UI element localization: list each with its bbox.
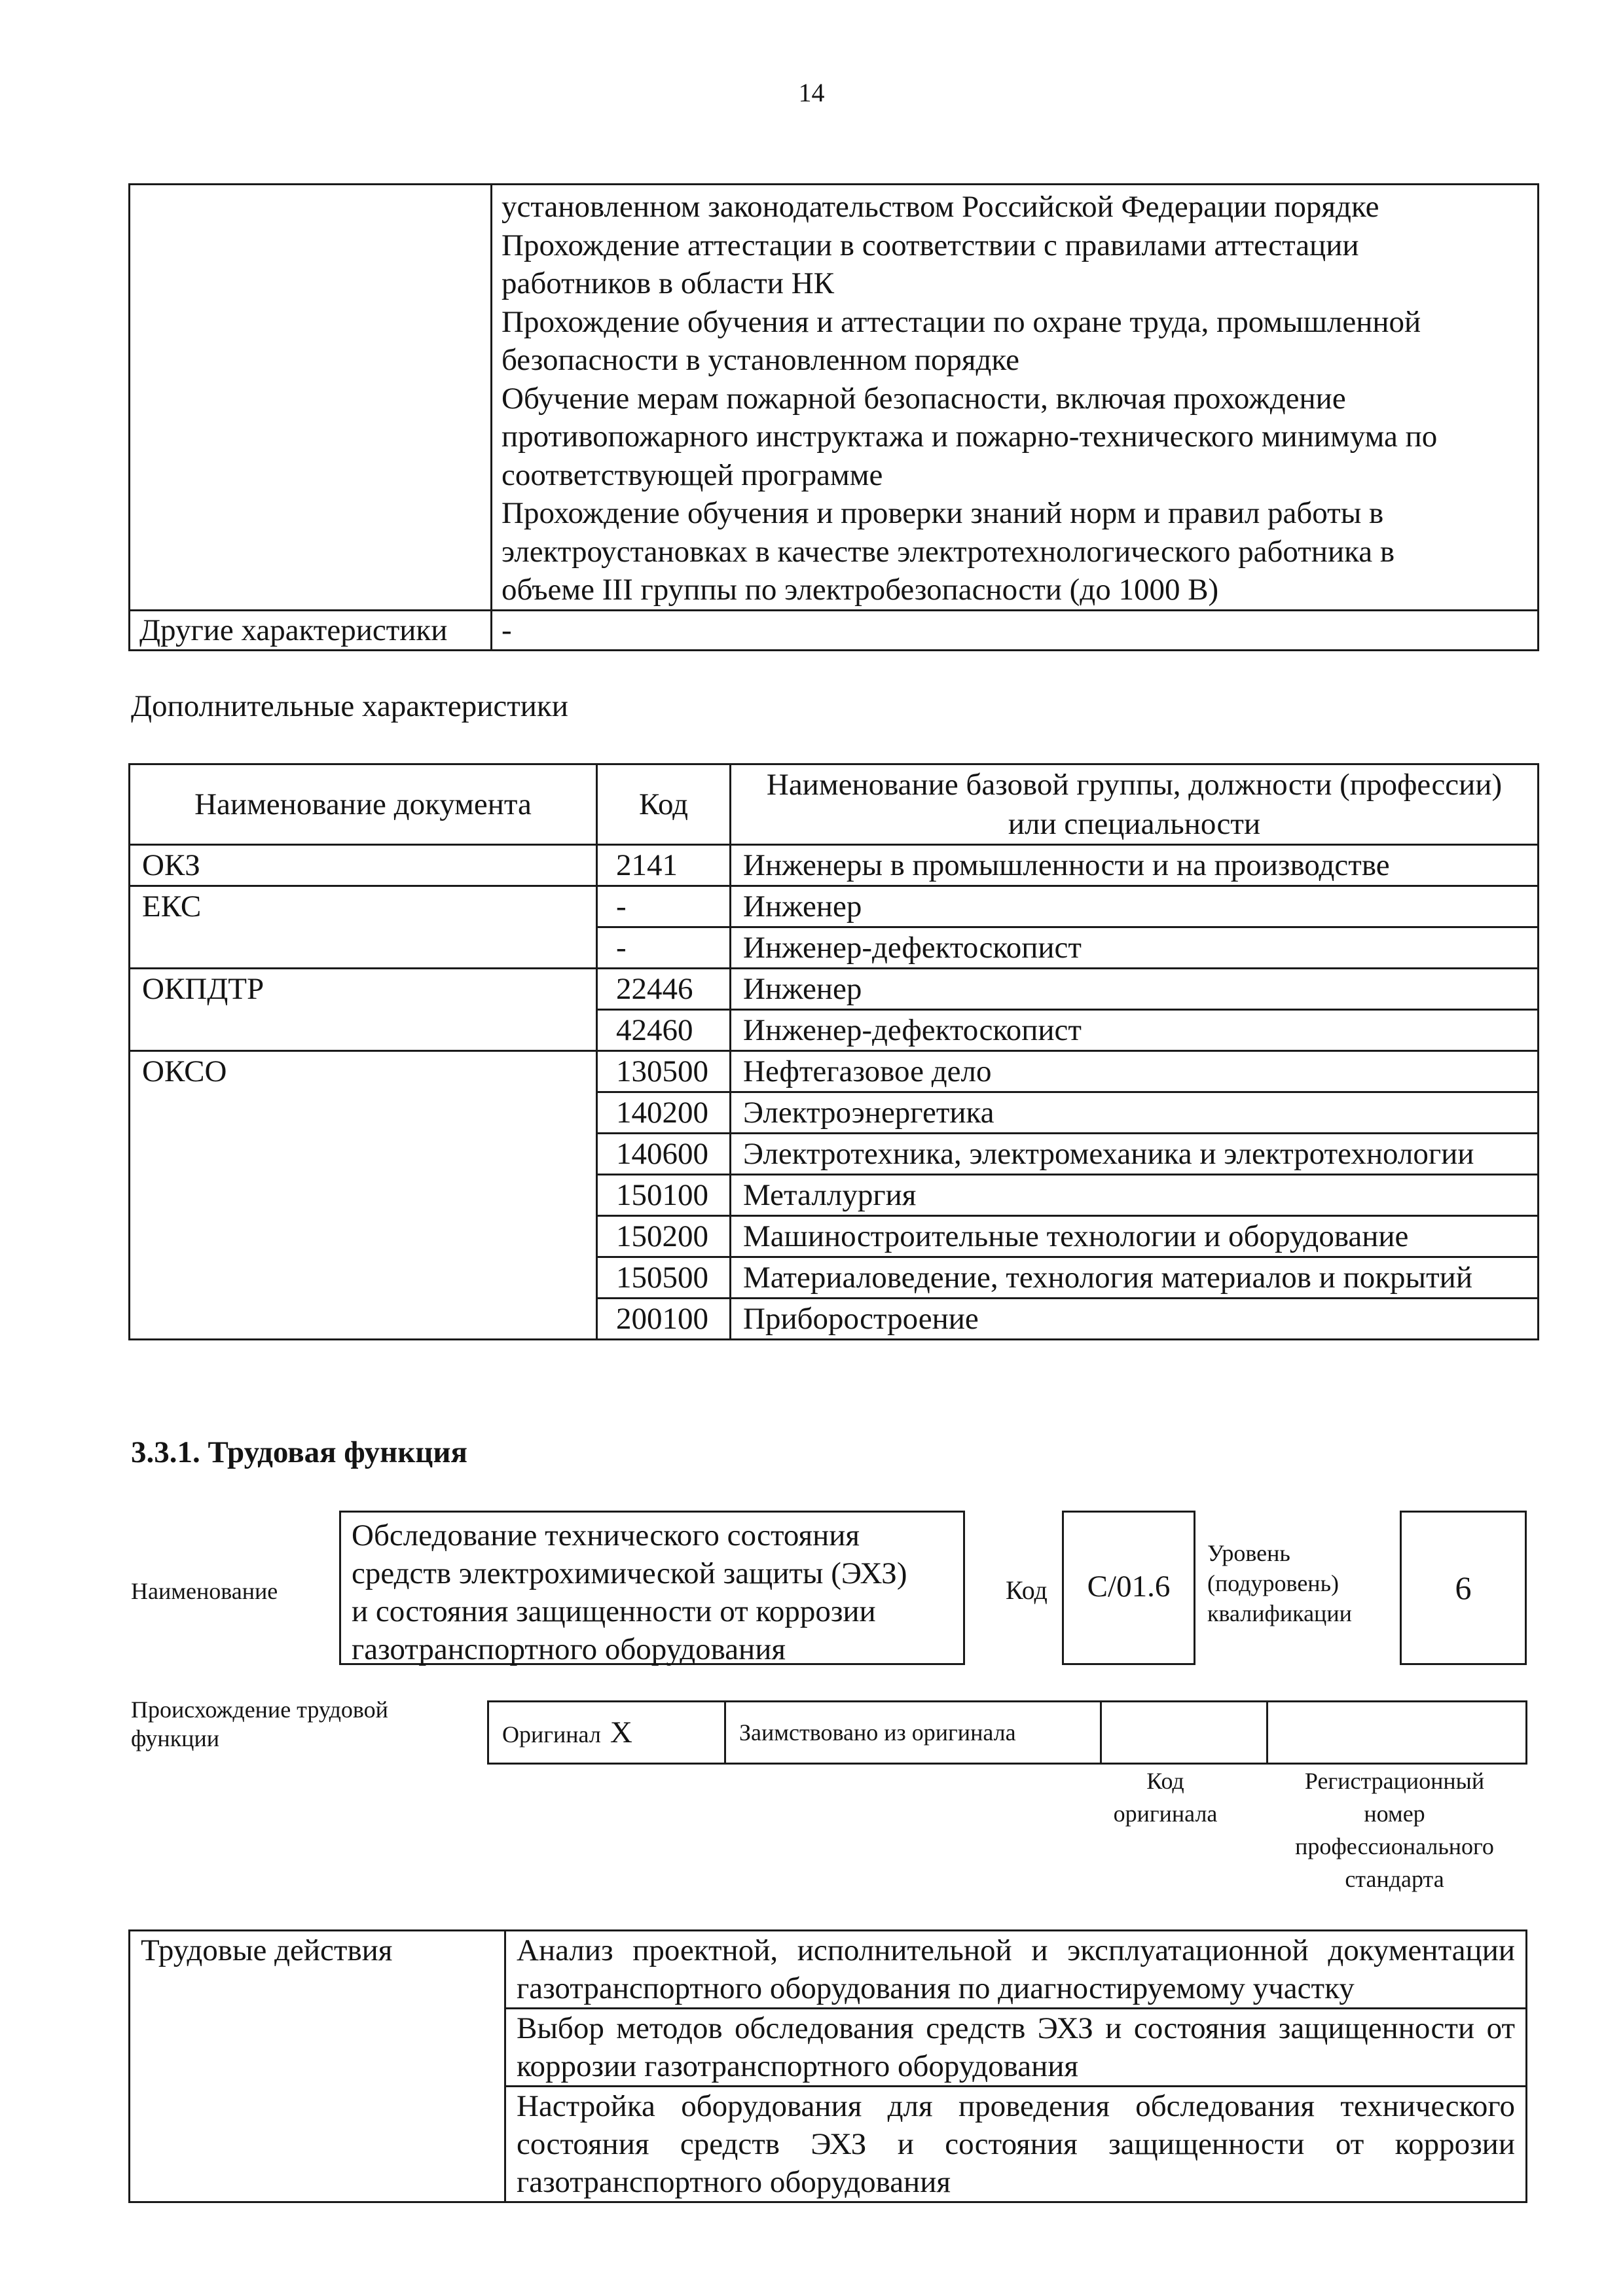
labor-actions-label: Трудовые действия <box>130 1931 505 2202</box>
origin-borrowed-cell: Заимствовано из оригинала <box>725 1702 1101 1764</box>
other-characteristics-label: Другие характеристики <box>130 610 492 651</box>
document-name: ОКПДТР <box>130 969 597 1051</box>
text-line: соответствующей программе <box>501 457 883 492</box>
labor-action-item: Выбор методов обследования средств ЭХЗ и состояния защищенности от коррозии газотранспортного оборудования <box>505 2009 1527 2087</box>
additional-characteristics-table <box>128 763 1539 1340</box>
column-header-document: Наименование документа <box>130 764 597 845</box>
column-header-name: Наименование базовой группы, должности (профессии) или специальности <box>731 764 1539 845</box>
origin-original-mark: X <box>610 1715 632 1749</box>
original-code-cell <box>1101 1702 1267 1764</box>
name-cell: Электроэнергетика <box>731 1092 1539 1134</box>
text-line: Прохождение обучения и аттестации по охране труда, промышленной <box>501 304 1421 339</box>
origin-table <box>487 1700 1527 1765</box>
function-code-box: С/01.6 <box>1062 1511 1195 1665</box>
name-cell: Машиностроительные технологии и оборудование <box>731 1216 1539 1257</box>
page-number: 14 <box>798 78 825 107</box>
text-line: безопасности в установленном порядке <box>501 343 1019 377</box>
text-line: средств электрохимической защиты (ЭХЗ) <box>352 1556 907 1590</box>
origin-original-label: Оригинал <box>502 1721 601 1748</box>
text-line: Обучение мерам пожарной безопасности, включая прохождение <box>501 381 1346 416</box>
labor-function-heading: 3.3.1. Трудовая функция <box>131 1435 467 1469</box>
labor-action-item: Анализ проектной, исполнительной и эксплуатационной документации газотранспортного оборудования по диагностируемому участку <box>505 1931 1527 2009</box>
name-cell: Инженер <box>731 886 1539 927</box>
qualification-level-box: 6 <box>1400 1511 1527 1665</box>
text-line: Код <box>1146 1768 1184 1794</box>
name-cell: Инженер-дефектоскопист <box>731 927 1539 969</box>
qualification-continuation-table <box>128 183 1539 651</box>
table-row <box>488 1702 1527 1764</box>
text-line: функции <box>131 1725 219 1751</box>
text-line: объеме III группы по электробезопасности (до 1000 В) <box>501 573 1219 607</box>
original-code-caption <box>1080 1765 1250 1830</box>
registration-number-cell <box>1267 1702 1527 1764</box>
name-cell: Нефтегазовое дело <box>731 1051 1539 1092</box>
text-line: противопожарного инструктажа и пожарно-технического минимума по <box>501 420 1438 454</box>
qualification-level-label <box>1207 1538 1352 1628</box>
requirements-cell <box>492 185 1539 611</box>
text-line: квалификации <box>1207 1600 1352 1626</box>
name-cell: Электротехника, электромеханика и электротехнологии <box>731 1134 1539 1175</box>
name-cell: Материаловедение, технология материалов и покрытий <box>731 1257 1539 1299</box>
text-line: установленном законодательством Российской Федерации порядке <box>501 190 1379 224</box>
text-line: газотранспортного оборудования <box>352 1632 786 1666</box>
code-cell: 130500 <box>597 1051 731 1092</box>
code-cell: - <box>597 927 731 969</box>
function-code-label: Код <box>1006 1575 1048 1605</box>
text-line: стандарта <box>1345 1866 1444 1892</box>
document-name: ОКЗ <box>130 845 597 886</box>
text-line: профессионального <box>1295 1833 1494 1859</box>
table-header-row <box>130 764 1539 845</box>
labor-action-item: Настройка оборудования для проведения обследования технического состояния средств ЭХЗ и состояния защищенности от коррозии газотранспортного оборудования <box>505 2087 1527 2202</box>
text-line: Прохождение аттестации в соответствии с правилами аттестации <box>501 228 1359 262</box>
name-cell: Инженеры в промышленности и на производстве <box>731 845 1539 886</box>
text-line: Прохождение обучения и проверки знаний норм и правил работы в <box>501 496 1384 530</box>
code-cell: 150200 <box>597 1216 731 1257</box>
code-cell: 200100 <box>597 1299 731 1340</box>
text-line: (подуровень) <box>1207 1570 1339 1596</box>
code-cell: - <box>597 886 731 927</box>
name-cell: Приборостроение <box>731 1299 1539 1340</box>
table-row <box>130 969 1539 1010</box>
code-cell: 150500 <box>597 1257 731 1299</box>
document-name: ОКСО <box>130 1051 597 1340</box>
code-cell: 22446 <box>597 969 731 1010</box>
origin-label <box>131 1695 388 1753</box>
table-cell <box>130 185 492 611</box>
registration-number-caption <box>1264 1765 1525 1895</box>
labor-actions-table <box>128 1929 1527 2203</box>
code-cell: 42460 <box>597 1010 731 1051</box>
code-cell: 150100 <box>597 1175 731 1216</box>
text-line: Регистрационный <box>1304 1768 1485 1794</box>
table-row <box>130 1931 1527 2009</box>
text-line: Происхождение трудовой <box>131 1696 388 1723</box>
additional-characteristics-heading: Дополнительные характеристики <box>131 689 568 723</box>
text-line: номер <box>1364 1801 1425 1827</box>
code-cell: 140600 <box>597 1134 731 1175</box>
code-cell: 2141 <box>597 845 731 886</box>
text-line: Обследование технического состояния <box>352 1518 860 1552</box>
text-line: оригинала <box>1113 1801 1218 1827</box>
document-name: ЕКС <box>130 886 597 969</box>
table-row <box>130 610 1539 651</box>
table-row <box>130 845 1539 886</box>
name-cell: Инженер-дефектоскопист <box>731 1010 1539 1051</box>
name-cell: Инженер <box>731 969 1539 1010</box>
origin-original-cell <box>488 1702 725 1764</box>
column-header-code: Код <box>597 764 731 845</box>
name-cell: Металлургия <box>731 1175 1539 1216</box>
text-line: работников в области НК <box>501 266 834 300</box>
text-line: электроустановках в качестве электротехнологического работника в <box>501 534 1395 569</box>
text-line: Уровень <box>1207 1540 1290 1566</box>
function-name-box <box>339 1511 965 1665</box>
function-name-label: Наименование <box>131 1578 278 1604</box>
text-line: и состояния защищенности от коррозии <box>352 1594 876 1628</box>
table-row <box>130 886 1539 927</box>
table-row <box>130 1051 1539 1092</box>
other-characteristics-value: - <box>492 610 1539 651</box>
table-row <box>130 185 1539 611</box>
code-cell: 140200 <box>597 1092 731 1134</box>
